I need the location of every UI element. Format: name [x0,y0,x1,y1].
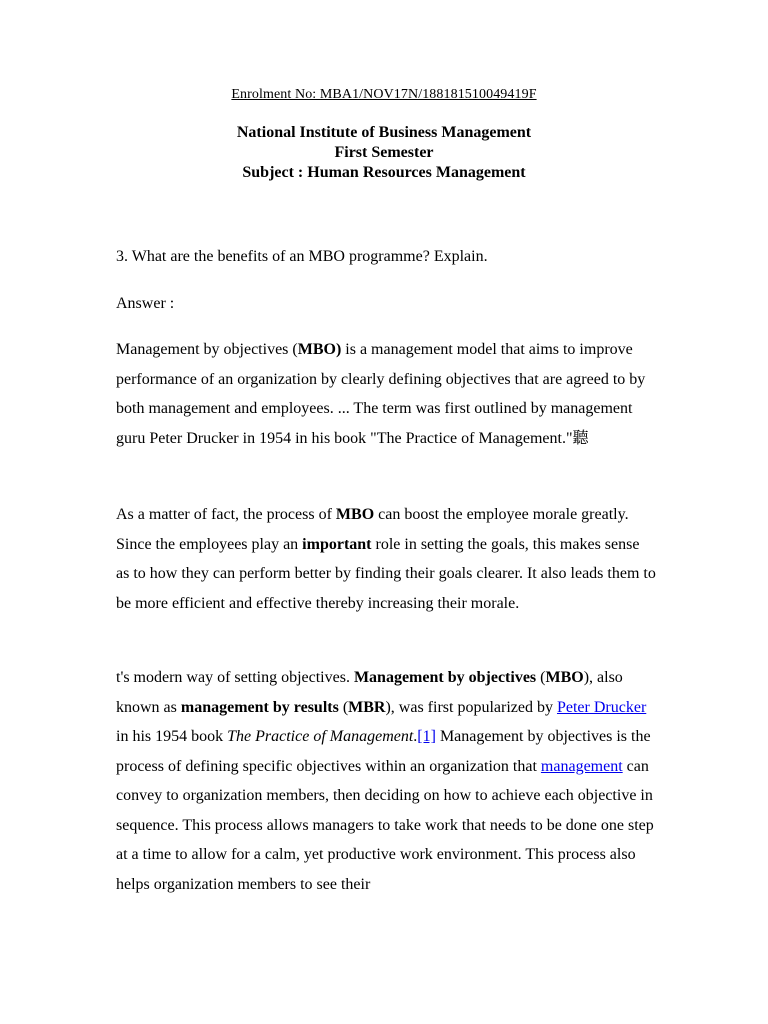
institute-name: National Institute of Business Management [236,124,532,141]
paragraph-3-bold-mbo: MBO [545,669,584,686]
paragraph-2-text-3: role in setting the goals, this makes sense as to how they can perform better by finding their goals clearer. It also leads them to be more efficient and effective thereby increasing their morale. [116,535,656,612]
management-link[interactable]: management [540,757,623,775]
paragraph-3-text-7: . [413,728,418,745]
paragraph-3-text-6: in his 1954 book [116,728,228,745]
paragraph-2 [116,500,656,618]
paragraph-3-text-2: ( [536,669,546,686]
paragraph-1 [116,335,656,453]
paragraph-3-bold-mbo-term: Management by objectives [353,669,537,686]
paragraph-2-text-1: As a matter of fact, the process of [116,506,336,523]
question-text: 3. What are the benefits of an MBO programme? Explain. [116,248,488,265]
paragraph-2-text-2: can boost the employee morale greatly. Since the employees play an [116,506,629,553]
paragraph-3-bold-mbr-term: management by results [180,698,339,716]
semester-label: First Semester [334,144,434,161]
paragraph-2-bold-mbo: MBO [335,506,375,523]
paragraph-1-bold-mbo: MBO) [297,341,342,358]
book-title-italic: The Practice of Management [227,728,414,745]
paragraph-3-text-9: can convey to organization members, then deciding on how to achieve each objective in sequence. This process allows managers to take work that needs to be done one step at a time to allow for a calm, yet productive work environment. This process also helps organization members to see their [116,757,654,893]
paragraph-1-text-2: is a management model that aims to improve performance of an organization by clearly defining objectives that are agreed to by both management and employees. ... The term was first outlined by management guru Peter Drucker in 1954 in his book "The Practice of Management."聽 [116,341,646,447]
answer-label: Answer : [116,295,175,312]
paragraph-2-bold-important: important [302,535,372,553]
paragraph-1-text-1: Management by objectives ( [116,341,298,358]
paragraph-3-text-5: ), was first popularized by [385,698,557,716]
document-header [0,123,768,183]
paragraph-3-bold-mbr: MBR [348,698,386,716]
paragraph-3-text-8: Management by objectives is the process of defining specific objectives within an organization that [116,728,651,775]
citation-1-link[interactable]: [1] [417,728,436,745]
subject-label: Subject : Human Resources Management [242,164,526,181]
paragraph-3 [116,663,656,899]
paragraph-3-text-4: ( [338,698,349,716]
enrolment-number: Enrolment No: MBA1/NOV17N/188181510049419F [231,87,537,102]
paragraph-3-text-1: t's modern way of setting objectives. [116,669,354,686]
peter-drucker-link[interactable]: Peter Drucker [556,698,647,716]
paragraph-3-text-3: ), also known as [116,669,623,716]
